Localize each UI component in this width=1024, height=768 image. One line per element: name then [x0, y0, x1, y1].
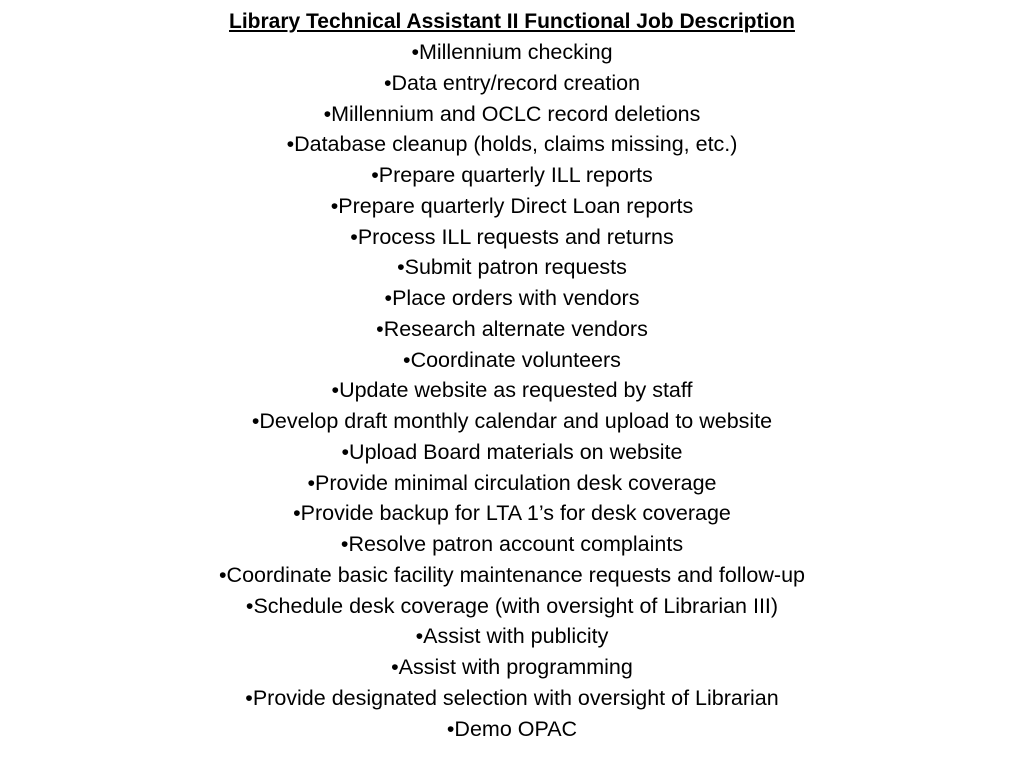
bullet: • [350, 224, 358, 249]
list-item [0, 560, 1024, 591]
list-item [0, 283, 1024, 314]
list-item-text: Submit patron requests [404, 255, 627, 280]
list-item-text: Coordinate volunteers [410, 347, 621, 372]
list-item-text: Prepare quarterly Direct Loan reports [338, 193, 694, 218]
list-item [0, 68, 1024, 99]
list-item [0, 129, 1024, 160]
list-item-text: Provide backup for LTA 1’s for desk coverage [300, 501, 731, 526]
bullet: • [245, 593, 254, 618]
list-item-text: Provide minimal circulation desk coverage [315, 470, 717, 495]
list-item-text: Provide designated selection with oversight of Librarian [252, 685, 779, 710]
list-item-text: Upload Board materials on website [349, 439, 683, 464]
list-item-text: Process ILL requests and returns [357, 224, 674, 249]
bullet: • [341, 439, 350, 464]
list-item [0, 99, 1024, 130]
list-item [0, 345, 1024, 376]
list-item-text: Prepare quarterly ILL reports [378, 163, 653, 187]
list-item-text: Develop draft monthly calendar and upload to website [259, 409, 773, 433]
list-item [0, 683, 1024, 714]
list-item [0, 437, 1024, 468]
bullet: • [391, 655, 399, 679]
bullet: • [371, 163, 379, 187]
list-item-text: Schedule desk coverage (with oversight of Librarian III) [253, 593, 779, 618]
list-item [0, 191, 1024, 222]
list-item-text: Millennium and OCLC record deletions [331, 101, 701, 126]
bullet: • [415, 624, 424, 649]
list-item-text: Update website as requested by staff [339, 378, 693, 403]
bullet: • [376, 316, 384, 341]
bullet: • [330, 193, 339, 218]
list-item [0, 252, 1024, 283]
bullet: • [323, 101, 332, 126]
list-item-text: Data entry/record creation [391, 70, 641, 95]
list-item-text: Research alternate vendors [383, 316, 648, 341]
list-item-text: Millennium checking [418, 40, 613, 64]
bullet: • [245, 685, 253, 710]
list-item [0, 468, 1024, 499]
list-item [0, 498, 1024, 529]
bullet: • [446, 716, 455, 741]
bullet: • [251, 409, 260, 433]
list-item-text: Assist with programming [398, 655, 633, 679]
list-item-text: Resolve patron account complaints [348, 532, 684, 556]
list-item-text: Place orders with vendors [392, 286, 640, 310]
list-item-text: Database cleanup (holds, claims missing, etc.) [294, 132, 738, 157]
list-item-text: Demo OPAC [454, 716, 578, 741]
bullet: • [397, 255, 405, 280]
list-item [0, 621, 1024, 652]
list-item [0, 652, 1024, 683]
duty-list [0, 37, 1024, 744]
bullet: • [293, 501, 301, 526]
bullet: • [340, 532, 349, 556]
list-item [0, 314, 1024, 345]
list-item [0, 160, 1024, 191]
list-item-text: Assist with publicity [423, 624, 609, 649]
list-item-text: Coordinate basic facility maintenance requests and follow-up [226, 562, 805, 587]
list-item [0, 222, 1024, 253]
bullet: • [384, 286, 393, 310]
bullet: • [307, 470, 315, 495]
bullet: • [411, 40, 419, 64]
list-item [0, 37, 1024, 68]
bullet: • [286, 132, 295, 157]
list-item [0, 529, 1024, 560]
bullet: • [331, 378, 340, 403]
page-title: Library Technical Assistant II Functional Job Description [229, 10, 795, 33]
list-item [0, 591, 1024, 622]
bullet: • [219, 562, 227, 587]
list-item [0, 714, 1024, 745]
bullet: • [403, 347, 411, 372]
list-item [0, 375, 1024, 406]
bullet: • [383, 70, 392, 95]
list-item [0, 406, 1024, 437]
